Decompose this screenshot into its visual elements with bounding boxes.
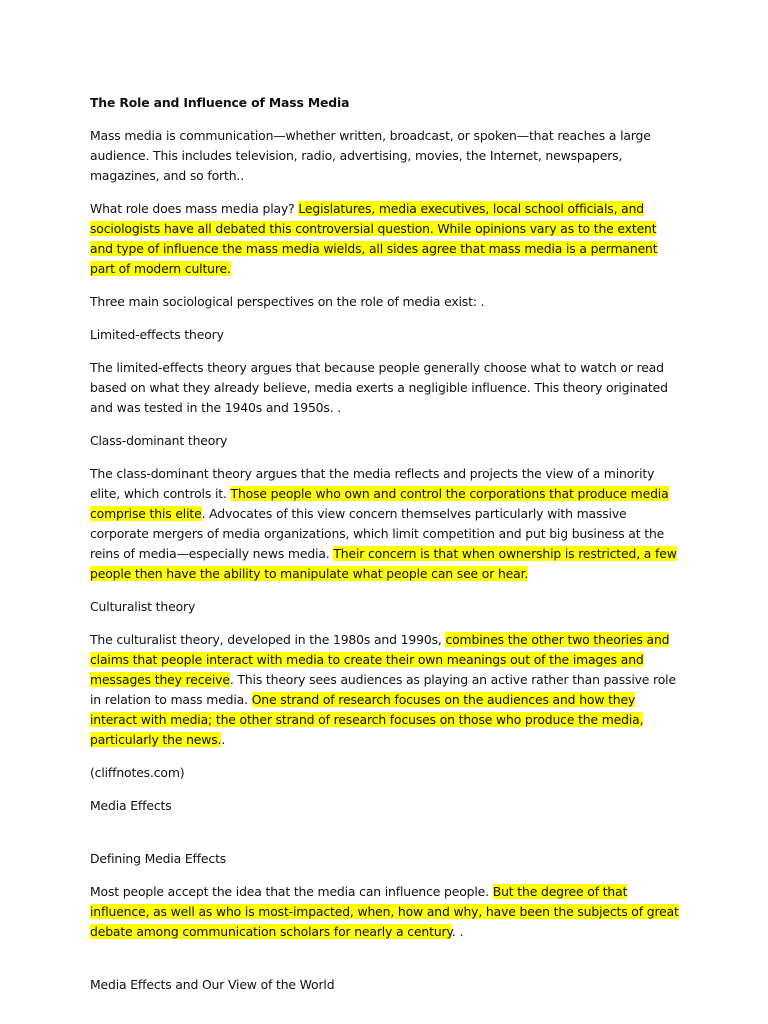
paragraph-text: . . [451, 924, 464, 939]
document-page [90, 93, 680, 1008]
highlighted-text: Their concern is that when ownership is restricted, a few people then have the ability to manipulate what people can see or hear. [90, 546, 677, 581]
highlighted-text: Legislatures, media executives, local school officials, and sociologists have all debated this controversial question. While opinions vary as to the extent and type of influence the mass media wields, all sides agree that mass media is a permanent part of modern culture. [90, 201, 658, 276]
paragraph-text: . Advocates of this view concern themselves particularly with massive corporate mergers of media organizations, which limit competition and put big business at the reins of media—especially news media. [90, 506, 665, 561]
paragraph-class-dominant [90, 464, 680, 584]
source-citation: (cliffnotes.com) [90, 765, 185, 780]
paragraph-perspectives-intro: Three main sociological perspectives on the role of media exist: . [90, 294, 485, 309]
heading-media-effects-world-view: Media Effects and Our View of the World [90, 977, 335, 992]
paragraph-text: . [221, 732, 226, 747]
paragraph-text: Most people accept the idea that the media can influence people. [90, 884, 493, 899]
heading-culturalist: Culturalist theory [90, 599, 196, 614]
paragraph-role-of-media [90, 199, 680, 279]
paragraph-mass-media-definition: Mass media is communication—whether written, broadcast, or spoken—that reaches a large audience. This includes television, radio, advertising, movies, the Internet, newspapers, magazines, and so forth.. [90, 128, 651, 183]
highlighted-text: But the degree of that influence, as well as who is most-impacted, when, how and why, have been the subjects of great debate among communication scholars for nearly a century [90, 884, 679, 939]
paragraph-text: What role does mass media play? [90, 201, 299, 216]
highlighted-text: combines the other two theories and claims that people interact with media to create their own meanings out of the images and messages they receive [90, 632, 670, 687]
paragraph-defining-media-effects [90, 882, 680, 942]
paragraph-limited-effects: The limited-effects theory argues that because people generally choose what to watch or read based on what they already believe, media exerts a negligible influence. This theory originated and was tested in the 1940s and 1950s. . [90, 360, 668, 415]
paragraph-text: The culturalist theory, developed in the 1980s and 1990s, [90, 632, 446, 647]
paragraph-text: The class-dominant theory argues that the media reflects and projects the view of a minority elite, which controls it. [90, 466, 655, 501]
highlighted-text: Those people who own and control the corporations that produce media comprise this elite [90, 486, 669, 521]
heading-class-dominant: Class-dominant theory [90, 433, 228, 448]
heading-limited-effects: Limited-effects theory [90, 327, 224, 342]
heading-defining-media-effects: Defining Media Effects [90, 851, 227, 866]
heading-media-effects: Media Effects [90, 798, 172, 813]
paragraph-culturalist [90, 630, 680, 750]
document-title: The Role and Influence of Mass Media [90, 95, 350, 110]
paragraph-text: . This theory sees audiences as playing an active rather than passive role in relation to mass media. [90, 672, 676, 707]
highlighted-text: One strand of research focuses on the audiences and how they interact with media; the other strand of research focuses on those who produce the media, particularly the news. [90, 692, 644, 747]
